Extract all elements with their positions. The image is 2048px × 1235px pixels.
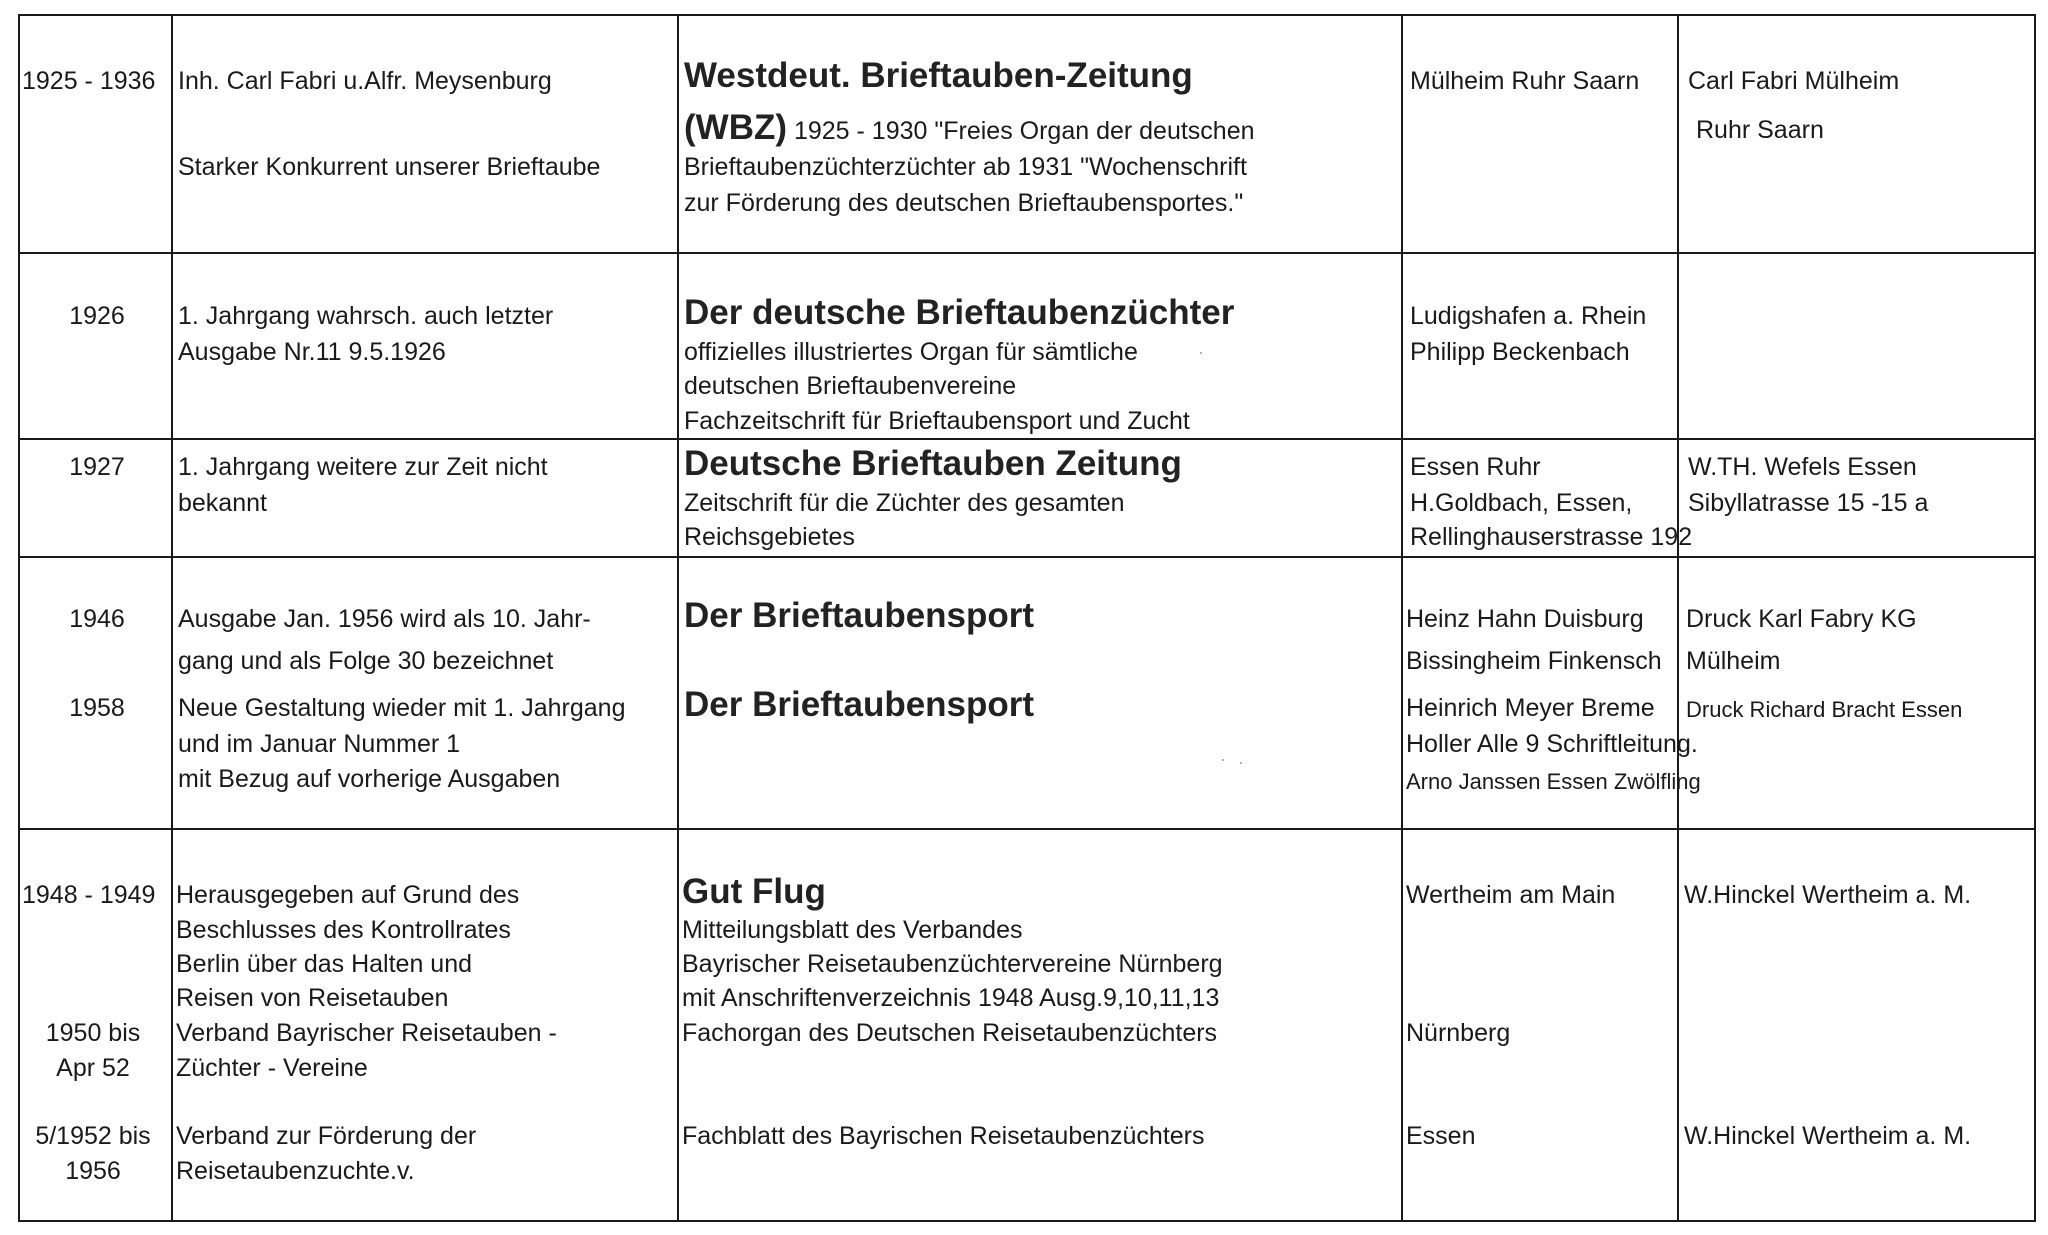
notes-cell: Züchter - Vereine: [176, 1054, 368, 1082]
publisher-cell: Druck Richard Bracht Essen: [1686, 697, 1963, 722]
notes-cell: Neue Gestaltung wieder mit 1. Jahrgang: [178, 694, 626, 722]
row-border: [18, 438, 2036, 440]
notes-cell: Herausgegeben auf Grund des: [176, 881, 520, 909]
notes-cell: Verband Bayrischer Reisetauben -: [176, 1019, 557, 1047]
place-cell: Mülheim Ruhr Saarn: [1410, 67, 1640, 95]
notes-cell: 1. Jahrgang wahrsch. auch letzter: [178, 302, 554, 330]
journal-title: Gut Flug: [682, 872, 826, 911]
description-text: deutschen Brieftaubenvereine: [684, 372, 1017, 400]
scan-speck: [1240, 762, 1242, 764]
journal-abbreviation: (WBZ): [684, 108, 788, 147]
description-text: Fachzeitschrift für Brieftaubensport und Zucht: [684, 407, 1190, 435]
journal-title: Westdeut. Brieftauben-Zeitung: [684, 56, 1193, 95]
place-cell: Ludigshafen a. Rhein: [1410, 302, 1647, 330]
scan-speck: [1222, 759, 1224, 761]
column-border: [2034, 14, 2036, 1222]
description-text: Mitteilungsblatt des Verbandes: [682, 916, 1023, 944]
year-cell: 1946: [69, 605, 125, 633]
publisher-cell: Ruhr Saarn: [1696, 116, 1824, 144]
notes-cell: Inh. Carl Fabri u.Alfr. Meysenburg: [178, 67, 552, 95]
journal-title: Der Brieftaubensport: [684, 685, 1035, 724]
notes-cell: Ausgabe Jan. 1956 wird als 10. Jahr-: [178, 605, 591, 633]
year-cell: 1958: [69, 694, 125, 722]
row-border: [18, 1220, 2036, 1222]
place-cell: Holler Alle 9 Schriftleitung.: [1406, 730, 1698, 758]
row-border: [18, 828, 2036, 830]
year-cell: Apr 52: [56, 1054, 130, 1082]
place-cell: Nürnberg: [1406, 1019, 1511, 1047]
notes-cell: und im Januar Nummer 1: [178, 730, 461, 758]
notes-cell: bekannt: [178, 489, 267, 517]
journal-subtitle: [684, 106, 1255, 150]
notes-cell: Beschlusses des Kontrollrates: [176, 916, 511, 944]
place-cell: Heinrich Meyer Breme: [1406, 694, 1655, 722]
publisher-cell: Sibyllatrasse 15 -15 a: [1688, 489, 1929, 517]
scan-speck: [1200, 352, 1202, 354]
notes-cell: mit Bezug auf vorherige Ausgaben: [178, 765, 561, 793]
description-text: Brieftaubenzüchterzüchter ab 1931 "Wochenschrift: [684, 153, 1247, 181]
notes-cell: Verband zur Förderung der: [176, 1122, 477, 1150]
notes-cell: 1. Jahrgang weitere zur Zeit nicht: [178, 453, 548, 481]
journal-title: Deutsche Brieftauben Zeitung: [684, 444, 1182, 483]
notes-cell: Starker Konkurrent unserer Brieftaube: [178, 153, 601, 181]
year-cell: 1925 - 1936: [22, 67, 156, 95]
year-cell: 1956: [65, 1157, 121, 1185]
notes-cell: gang und als Folge 30 bezeichnet: [178, 647, 554, 675]
column-border: [1677, 14, 1679, 1222]
year-cell: 1950 bis: [45, 1019, 141, 1047]
place-cell: Philipp Beckenbach: [1410, 338, 1630, 366]
description-text: Fachorgan des Deutschen Reisetaubenzüchters: [682, 1019, 1218, 1047]
journal-title: Der Brieftaubensport: [684, 596, 1035, 635]
description-text: Fachblatt des Bayrischen Reisetaubenzüchters: [682, 1122, 1205, 1150]
place-cell: Bissingheim Finkensch: [1406, 647, 1662, 675]
publisher-cell: W.Hinckel Wertheim a. M.: [1684, 1122, 1972, 1150]
year-cell: 1948 - 1949: [22, 881, 156, 909]
publisher-cell: Carl Fabri Mülheim: [1688, 67, 1900, 95]
notes-cell: Reisetaubenzuchte.v.: [176, 1157, 415, 1185]
notes-cell: Ausgabe Nr.11 9.5.1926: [178, 338, 446, 366]
journal-title: Der deutsche Brieftaubenzüchter: [684, 293, 1235, 332]
publisher-cell: Druck Karl Fabry KG: [1686, 605, 1917, 633]
row-border: [18, 556, 2036, 558]
place-cell: H.Goldbach, Essen,: [1410, 489, 1633, 517]
publisher-cell: W.TH. Wefels Essen: [1688, 453, 1917, 481]
publisher-cell: Mülheim: [1686, 647, 1781, 675]
row-border: [18, 252, 2036, 254]
description-text: 1925 - 1930 "Freies Organ der deutschen: [793, 117, 1255, 145]
description-text: Zeitschrift für die Züchter des gesamten: [684, 489, 1125, 517]
row-border: [18, 14, 2036, 16]
place-cell: Rellinghauserstrasse 192: [1410, 523, 1693, 551]
year-cell: 1927: [69, 453, 125, 481]
description-text: offizielles illustriertes Organ für sämtliche: [684, 338, 1138, 366]
place-cell: Essen Ruhr: [1410, 453, 1541, 481]
notes-cell: Berlin über das Halten und: [176, 950, 473, 978]
description-text: mit Anschriftenverzeichnis 1948 Ausg.9,10,11,13: [682, 984, 1220, 1012]
year-cell: 1926: [69, 302, 125, 330]
column-border: [677, 14, 679, 1222]
description-text: Bayrischer Reisetaubenzüchtervereine Nürnberg: [682, 950, 1223, 978]
place-cell: Essen: [1406, 1122, 1476, 1150]
publisher-cell: W.Hinckel Wertheim a. M.: [1684, 881, 1972, 909]
description-text: zur Förderung des deutschen Brieftaubensportes.": [684, 189, 1244, 217]
column-border: [1401, 14, 1403, 1222]
notes-cell: Reisen von Reisetauben: [176, 984, 449, 1012]
place-cell: Wertheim am Main: [1406, 881, 1616, 909]
description-text: Reichsgebietes: [684, 523, 855, 551]
year-cell: 5/1952 bis: [35, 1122, 151, 1150]
place-cell: Heinz Hahn Duisburg: [1406, 605, 1644, 633]
place-cell: Arno Janssen Essen Zwölfling: [1406, 769, 1701, 794]
